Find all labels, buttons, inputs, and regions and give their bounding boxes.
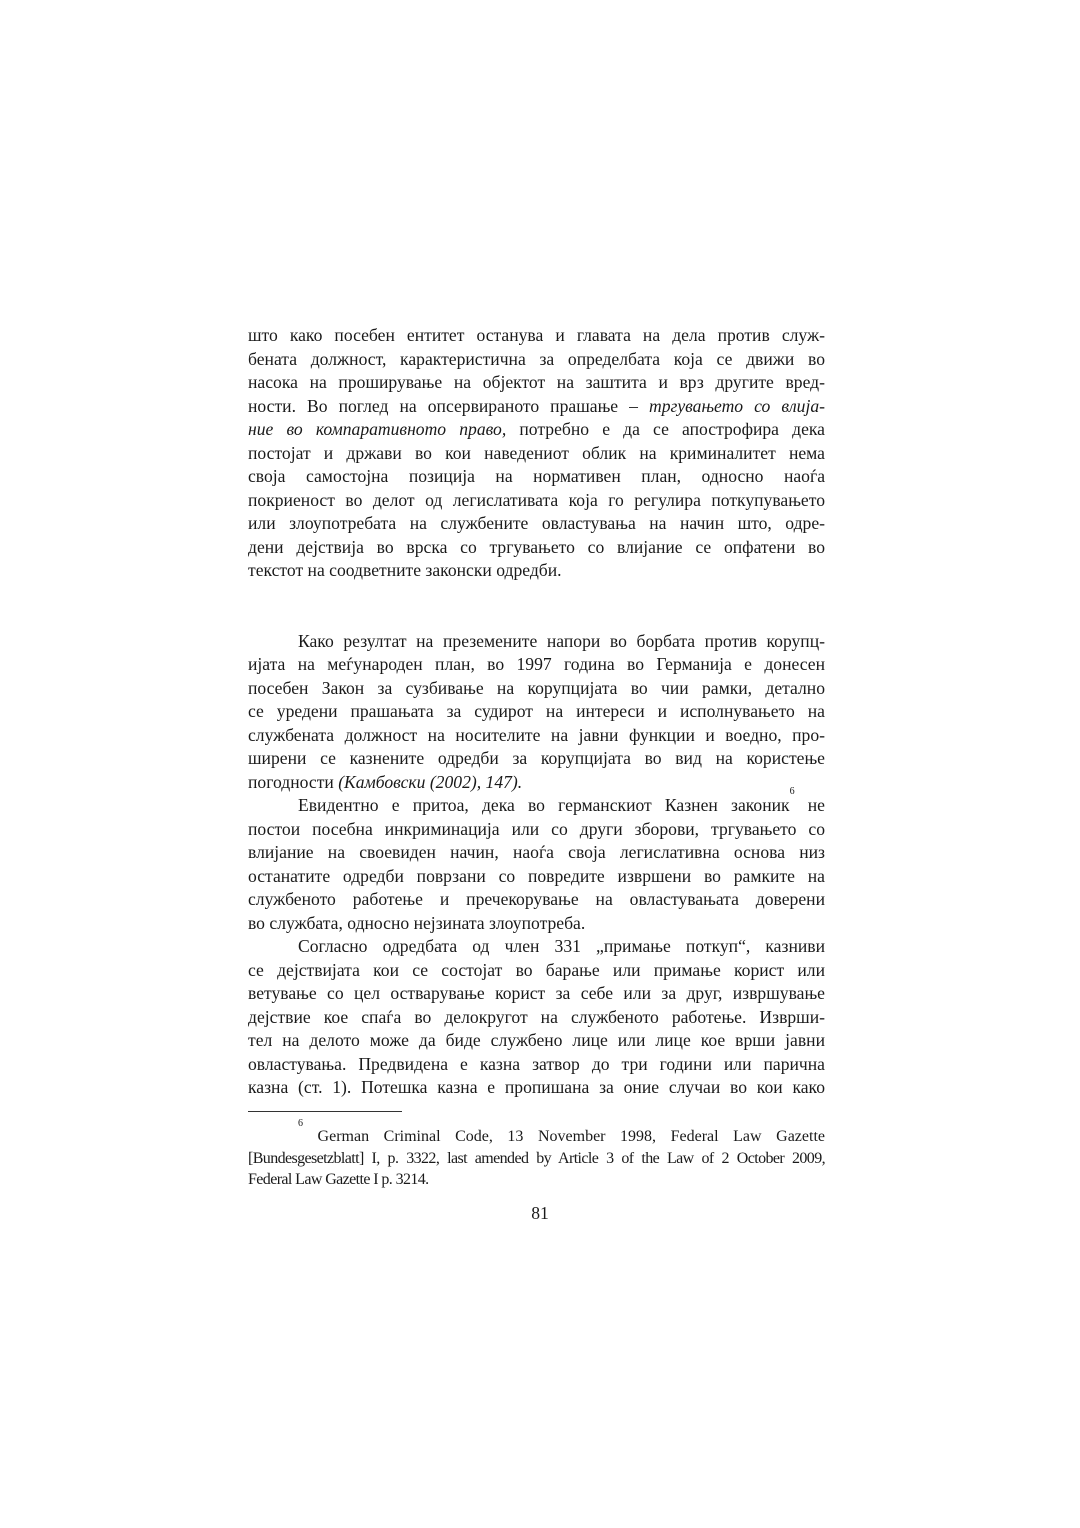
paragraph	[248, 630, 825, 795]
text-line: влијание на своевиден начин, наоѓа своја легислативна основа низ	[248, 842, 825, 862]
text-line: се дејствијата кои се состојат во барање или примање корист или	[248, 959, 825, 980]
text-line: овластувања. Предвидена е казна затвор до три години или парична	[248, 1053, 825, 1074]
text-line	[248, 771, 825, 795]
text-line: службеното работење и пречекорување на овластувањата доверени	[248, 889, 825, 909]
text-line: или злоупотребата на службените овластувања на начин што, одре-	[248, 513, 825, 533]
text-line: постојат и држави во кои наведениот облик на криминалитет нема	[248, 442, 825, 463]
footnote	[248, 1118, 825, 1191]
text-line: во службата, односно нејзината злоупотреба.	[248, 912, 586, 933]
italic-run: тргувањето со влија-	[648, 395, 825, 416]
text-line: ијата на меѓународен план, во 1997 година во Германија е донесен	[248, 654, 825, 674]
text-line: текстот на соодветните законски одредби.	[248, 560, 562, 580]
text-line: се уредени прашањата за судирот на интереси и исполнувањето на	[248, 701, 825, 721]
text-line: службената должност на носителите на јавни функции и воедно, про-	[248, 724, 825, 745]
citation: (Камбовски (2002), 147).	[338, 771, 523, 792]
text-line: останатите одредби поврзани со повредите извршени во рамките на	[248, 865, 825, 886]
footnote-line	[248, 1118, 825, 1148]
page-number: 81	[531, 1203, 549, 1223]
text-run: Евидентно е притоа, дека во германскиот Казнен законик	[298, 795, 790, 815]
text-line: дени дејствија во врска со тргувањето со влијание се опфатени во	[248, 536, 825, 557]
text-run: ности. Во поглед на опсервираното прашање –	[248, 395, 649, 416]
text-line: ширени се казнените одредби за корупцијата во вид на користење	[248, 748, 825, 768]
italic-run: ние во компаративното право,	[248, 419, 507, 439]
text-line: Како резултат на преземените напори во борбата против корупц-	[298, 630, 825, 651]
section-heading	[248, 606, 825, 630]
text-run: German Criminal Code, 13 November 1998, Federal Law Gazette	[303, 1128, 825, 1145]
text-run: потребно е да се апострофира дека	[506, 419, 825, 439]
paragraph	[248, 324, 825, 583]
text-line	[248, 786, 825, 818]
text-line	[248, 395, 825, 419]
text-run: погодности	[248, 771, 339, 792]
footnote-ref[interactable]: 6	[789, 786, 795, 797]
text-run: не	[794, 795, 825, 815]
text-line: посебен Закон за сузбивање на корупцијата во чии рамки, детално	[248, 677, 825, 698]
footnote-divider	[248, 1111, 402, 1112]
page-body	[248, 324, 825, 1100]
text-line: казна (ст. 1). Потешка казна е пропишана за оние случаи во кои како	[248, 1077, 825, 1097]
text-line: покриеност во делот од легислативата која го регулира поткупувањето	[248, 489, 825, 510]
text-line: постои посебна инкриминација или со други зборови, тргувањето со	[248, 818, 825, 839]
footnote-marker: 6	[298, 1118, 303, 1129]
paragraph	[248, 786, 825, 935]
text-line: ветување со цел остварување корист за себе или за друг, извршување	[248, 983, 825, 1003]
text-line: дејствие кое спаѓа во делокругот на службеното работење. Изврши-	[248, 1006, 825, 1027]
text-line: тел на делото може да биде службено лице или лице кое врши јавни	[248, 1030, 825, 1050]
footnote-line: [Bundesgesetzblatt] I, p. 3322, last amended by Article 3 of the Law of 2 October 2009,	[248, 1149, 825, 1167]
footnote-line: Federal Law Gazette I p. 3214.	[248, 1171, 429, 1188]
paragraph	[248, 935, 825, 1100]
text-line: што како посебен ентитет останува и главата на дела против служ-	[248, 325, 825, 345]
text-line: насока на проширување на објектот на заштита и врз другите вред-	[248, 372, 825, 392]
text-line: Согласно одредбата од член 331 „примање поткуп“, казниви	[298, 936, 825, 956]
text-line: своја самостојна позиција на нормативен план, односно наоѓа	[248, 466, 825, 486]
text-line	[248, 418, 825, 442]
spacer	[248, 583, 825, 607]
text-line: бената должност, карактеристична за определбата која се движи во	[248, 348, 825, 369]
